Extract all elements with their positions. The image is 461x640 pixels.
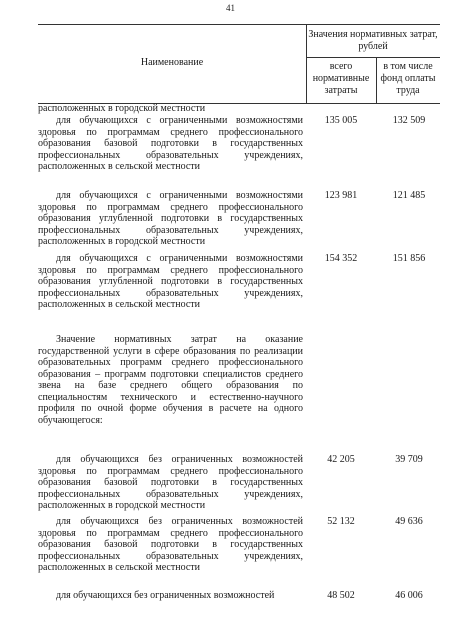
row-wage: 121 485	[392, 190, 426, 201]
row-wage: 132 509	[392, 115, 426, 126]
row-text: для обучающихся с ограниченными возможностями здоровья по программам среднего профессионального образования углубленной подготовки в государственных профессиональных образовательных учреждениях, расположенных в городской местности	[38, 190, 303, 247]
table-header	[38, 24, 440, 104]
row-total: 48 502	[327, 590, 355, 601]
row-text: для обучающихся с ограниченными возможностями здоровья по программам среднего профессионального образования углубленной подготовки в государственных профессиональных образовательных учреждениях, расположенных в сельской местности	[38, 253, 303, 310]
row-total: 52 132	[327, 516, 355, 527]
row-text: для обучающихся с ограниченными возможностями здоровья по программам среднего профессионального образования базовой подготовки в государственных профессиональных образовательных учреждениях, расположенных в сельской местности	[38, 115, 303, 172]
row-text: Значение нормативных затрат на оказание государственной услуги в сфере образования по реализации образовательных программ среднего профессионального образования – программ подготовки специалистов среднего звена на базе среднего общего образования по специальностям технического и естественно-научного профиля по очной форме обучения в расчете на одного обучающегося:	[38, 334, 303, 426]
header-col-total: всего нормативные затраты	[312, 61, 370, 96]
header-values-title: Значения нормативных затрат, рублей	[308, 29, 438, 52]
row-text: для обучающихся без ограниченных возможностей здоровья по программам среднего профессионального образования базовой подготовки в государственных профессиональных образовательных учреждениях, расположенных в сельской местности	[38, 516, 303, 573]
row-text: для обучающихся без ограниченных возможностей здоровья по программам среднего профессионального образования базовой подготовки в государственных профессиональных образовательных учреждениях, расположенных в городской местности	[38, 454, 303, 511]
header-col-wage: в том числе фонд оплаты труда	[380, 61, 436, 96]
row-total: 154 352	[324, 253, 358, 264]
row-total: 123 981	[324, 190, 358, 201]
row-text: расположенных в городской местности	[38, 103, 206, 114]
header-divider	[306, 57, 440, 58]
row-wage: 46 006	[395, 590, 423, 601]
row-wage: 49 636	[395, 516, 423, 527]
row-wage: 39 709	[395, 454, 423, 465]
page-number: 41	[226, 3, 235, 13]
row-text: для обучающихся без ограниченных возможностей	[56, 590, 275, 601]
row-total: 135 005	[324, 115, 358, 126]
row-wage: 151 856	[392, 253, 426, 264]
row-total: 42 205	[327, 454, 355, 465]
header-name: Наименование	[140, 57, 204, 68]
